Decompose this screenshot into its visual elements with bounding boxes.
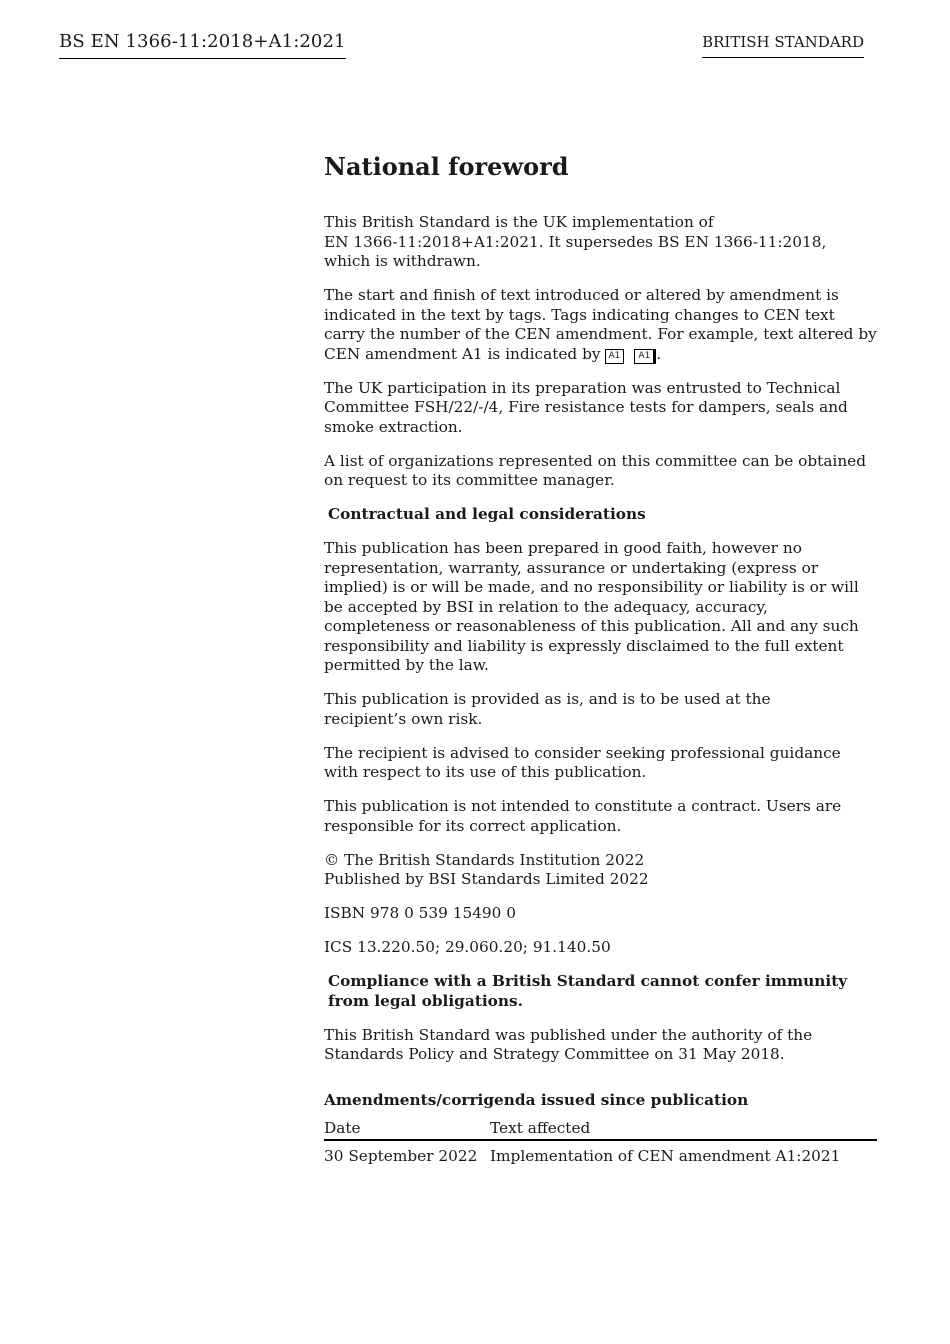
guidance-paragraph: The recipient is advised to consider seeking professional guidance with respect to its use of this publication. (324, 743, 841, 781)
ics-line: ICS 13.220.50; 29.060.20; 91.140.50 (324, 938, 611, 956)
organizations-paragraph: A list of organizations represented on this committee can be obtained on request to its committee manager. (324, 451, 867, 489)
amendment-tags-text: The start and finish of text introduced or altered by amendment is indicated in the text by tags. Tags indicating changes to CEN text carry the number of the CEN amendment. For example, text altered by CEN amendment A1 is indicated by (324, 286, 877, 363)
standard-type-label: BRITISH STANDARD (702, 31, 864, 58)
amendments-table (324, 1118, 877, 1166)
amendment-tags-period: . (656, 344, 662, 363)
not-contract-paragraph: This publication is not intended to constitute a contract. Users are responsible for its correct application. (324, 797, 842, 835)
amendment-tags-paragraph (324, 286, 877, 364)
good-faith-paragraph: This publication has been prepared in good faith, however no representation, warranty, assurance or undertaking (express or implied) is or will be made, and no responsibility or liability is or will be accepted by BSI in relation to the adequacy, accuracy, completeness or reasonableness of this publication. All and any such responsibility and liability is expressly disclaimed to the full extent permitted by the law. (324, 539, 859, 674)
amendment-date: 30 September 2022 (324, 1147, 478, 1165)
as-is-line-1: This publication is provided as is, and is to be used at the (324, 690, 771, 708)
committee-paragraph: The UK participation in its preparation was entrusted to Technical Committee FSH/22/-/4, Fire resistance tests for dampers, seals and smoke extraction. (324, 378, 848, 436)
table-row (324, 1140, 877, 1166)
amendment-start-tag-icon: A1 (605, 349, 625, 364)
implementation-line-1: This British Standard is the UK implementation of (324, 213, 714, 231)
text-affected-column-header: Text affected (490, 1118, 877, 1140)
amendment-end-tag-icon: A1 (634, 349, 656, 364)
isbn-line: ISBN 978 0 539 15490 0 (324, 904, 516, 922)
amendment-text-affected: Implementation of CEN amendment A1:2021 (490, 1147, 841, 1165)
copyright-line: © The British Standards Institution 2022 (324, 850, 645, 869)
copyright-block (324, 851, 877, 890)
as-is-line-2: recipient’s own risk. (324, 709, 483, 728)
authority-paragraph: This British Standard was published under the authority of the Standards Policy and Strategy Committee on 31 May 2018. (324, 1025, 813, 1063)
page-title: National foreword (324, 152, 569, 181)
amendments-header-row (324, 1118, 877, 1140)
contractual-heading: Contractual and legal considerations (328, 505, 646, 523)
publisher-line: Published by BSI Standards Limited 2022 (324, 870, 649, 888)
document-number: BS EN 1366-11:2018+A1:2021 (59, 30, 346, 59)
implementation-paragraph (324, 213, 877, 272)
compliance-heading: Compliance with a British Standard cannot confer immunity from legal obligations. (328, 972, 848, 1010)
amendments-heading: Amendments/corrigenda issued since publication (324, 1090, 749, 1109)
as-is-paragraph (324, 690, 877, 729)
national-foreword-section (324, 152, 877, 1166)
date-column-header: Date (324, 1118, 490, 1140)
implementation-line-2: EN 1366-11:2018+A1:2021. It supersedes BS EN 1366-11:2018, which is withdrawn. (324, 232, 827, 270)
